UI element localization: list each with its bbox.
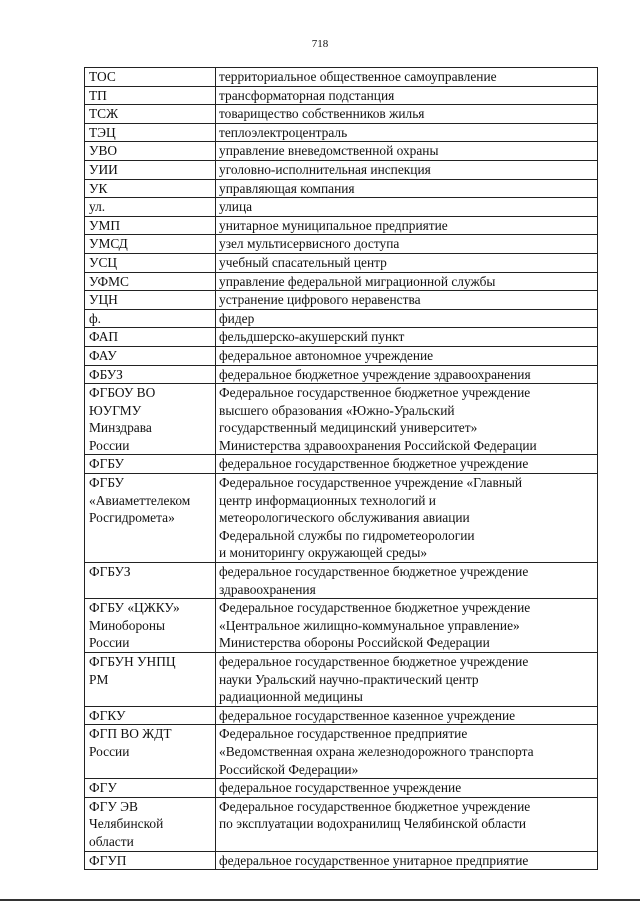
definition-text: по эксплуатации водохранилищ Челябинской области [219,816,527,832]
definition-text: и мониторингу окружающей среды» [219,545,428,561]
definition-text: федеральное государственное учреждение [219,780,462,796]
abbreviation-cell [85,105,216,124]
abbreviation-text: ФГУ ЭВ [89,798,138,814]
definition-cell [216,706,598,725]
definition-text: высшего образования «Южно-Уральский [219,402,455,418]
definition-text: унитарное муниципальное предприятие [219,217,448,233]
definition-cell [216,851,598,870]
definition-text: федеральное автономное учреждение [219,347,434,363]
abbreviation-text: ФГБОУ ВО [89,385,156,401]
page-number: 718 [311,38,329,50]
definition-cell [216,105,598,124]
abbreviation-cell [85,86,216,105]
abbreviation-text: ТСЖ [89,106,119,122]
definition-text: Федеральное государственное предприятие [219,726,468,742]
table-row [85,455,598,474]
definition-text: радиационной медицины [219,689,363,705]
abbreviation-text: УСЦ [89,254,118,270]
abbreviation-text: ТЭЦ [89,124,116,140]
abbreviation-cell [85,365,216,384]
definition-text: «Ведомственная охрана железнодорожного транспорта [219,743,534,759]
abbreviation-text: ФГБУ «ЦЖКУ» [89,600,180,616]
abbreviation-text: ЮУГМУ [89,402,142,418]
definition-text: уголовно-исполнительная инспекция [219,161,431,177]
definition-text: трансформаторная подстанция [219,87,395,103]
bottom-rule [0,899,640,901]
abbreviation-text: ТОС [89,69,116,84]
definition-text: здравоохранения [219,581,316,597]
table-row [85,216,598,235]
abbreviation-cell [85,272,216,291]
definition-cell [216,142,598,161]
definition-text: федеральное государственное бюджетное учреждение [219,564,529,580]
abbreviation-cell [85,706,216,725]
definition-text: федеральное государственное бюджетное учреждение [219,654,529,669]
definition-text: науки Уральский научно-практический центр [219,671,479,687]
abbreviation-text: ФГБУЗ [89,564,131,580]
definition-cell [216,328,598,347]
table-row [85,653,598,707]
definition-cell [216,563,598,599]
table-row [85,599,598,653]
definition-text: фельдшерско-акушерский пункт [219,329,405,345]
abbreviation-cell [85,384,216,455]
definition-text: Российской Федерации» [219,761,359,777]
definition-text: федеральное государственное казенное учреждение [219,707,516,723]
abbreviation-text: Челябинской [89,816,164,832]
abbreviation-text: Минобороны [89,617,165,633]
abbreviation-text: ФГУП [89,852,127,868]
table-row [85,179,598,198]
definition-text: устранение цифрового неравенства [219,292,421,308]
abbreviation-cell [85,309,216,328]
definition-cell [216,291,598,310]
definition-cell [216,253,598,272]
definition-cell [216,653,598,707]
abbreviation-cell [85,142,216,161]
abbreviation-cell [85,474,216,563]
abbreviation-cell [85,291,216,310]
definition-text: улица [219,199,253,215]
abbreviation-text: ул. [89,199,106,215]
table-row [85,797,598,851]
abbreviation-text: УВО [89,143,118,159]
definition-cell [216,346,598,365]
abbreviation-text: России [89,635,130,651]
table-row [85,563,598,599]
definition-text: фидер [219,310,255,326]
abbreviation-text: Минздрава [89,420,152,436]
abbreviation-text: УМП [89,217,121,233]
definition-cell [216,384,598,455]
abbreviation-text: УК [89,180,108,196]
abbreviation-cell [85,779,216,798]
definition-text: федеральное государственное унитарное предприятие [219,852,529,868]
definition-cell [216,365,598,384]
abbreviation-cell [85,235,216,254]
abbreviation-cell [85,455,216,474]
definition-cell [216,725,598,779]
definition-text: центр информационных технологий и [219,492,436,508]
definition-text: товарищество собственников жилья [219,106,425,122]
definition-cell [216,272,598,291]
definition-cell [216,779,598,798]
definition-text: метеорологического обслуживания авиации [219,510,470,526]
abbreviation-text: УИИ [89,161,118,177]
abbreviations-table [84,67,598,870]
definition-text: федеральное государственное бюджетное учреждение [219,456,529,472]
table-row [85,198,598,217]
abbreviation-text: ФАУ [89,347,117,363]
abbreviation-text: ФГП ВО ЖДТ [89,726,172,742]
table-row [85,706,598,725]
definition-text: «Центральное жилищно-коммунальное управление» [219,617,520,633]
definition-cell [216,179,598,198]
definition-text: территориальное общественное самоуправление [219,69,497,84]
abbreviation-text: ф. [89,310,102,326]
abbreviation-text: ФГБУ [89,475,125,491]
definition-cell [216,309,598,328]
table-row [85,123,598,142]
definition-text: Федеральное государственное бюджетное учреждение [219,385,531,401]
abbreviation-cell [85,653,216,707]
abbreviation-text: УМСД [89,236,128,252]
definition-cell [216,86,598,105]
definition-cell [216,455,598,474]
table-row [85,160,598,179]
table-row [85,309,598,328]
abbreviation-text: ФГБУН УНПЦ [89,654,176,669]
definition-cell [216,216,598,235]
abbreviation-cell [85,725,216,779]
table-row [85,235,598,254]
table-row [85,779,598,798]
table-row [85,328,598,347]
table-row [85,86,598,105]
abbreviation-text: Росгидромета» [89,510,175,526]
definition-text: Федеральное государственное учреждение «Главный [219,475,523,491]
definition-text: Федеральное государственное бюджетное учреждение [219,798,531,814]
definition-text: учебный спасательный центр [219,254,387,270]
abbreviation-cell [85,160,216,179]
abbreviation-text: ФГБУ [89,456,125,472]
table-row [85,725,598,779]
table-row [85,851,598,870]
table-row [85,253,598,272]
definition-text: Министерства обороны Российской Федерации [219,635,490,651]
table-row [85,365,598,384]
table-row [85,291,598,310]
abbreviation-text: УЦН [89,292,118,308]
abbreviation-cell [85,179,216,198]
definition-text: теплоэлектроцентраль [219,124,348,140]
abbreviation-cell [85,563,216,599]
definition-cell [216,68,598,87]
abbreviation-cell [85,198,216,217]
definition-text: Федеральное государственное бюджетное учреждение [219,600,531,616]
abbreviation-cell [85,216,216,235]
table-row [85,346,598,365]
table-row [85,272,598,291]
abbreviation-text: ФГКУ [89,707,126,723]
abbreviation-cell [85,123,216,142]
abbreviation-text: области [89,833,134,849]
definition-cell [216,123,598,142]
abbreviation-text: России [89,437,130,453]
definition-text: управляющая компания [219,180,355,196]
abbreviation-cell [85,68,216,87]
table-row [85,474,598,563]
abbreviation-text: РМ [89,671,109,687]
abbreviation-cell [85,797,216,851]
definition-cell [216,198,598,217]
abbreviations-table-body [85,68,598,870]
abbreviation-cell [85,346,216,365]
abbreviation-text: «Авиаметтелеком [89,492,191,508]
abbreviation-text: России [89,743,130,759]
definition-text: федеральное бюджетное учреждение здравоохранения [219,366,531,382]
definition-cell [216,599,598,653]
definition-text: узел мультисервисного доступа [219,236,400,252]
abbreviation-text: ФГУ [89,780,117,796]
abbreviation-text: ТП [89,87,107,103]
definition-text: Федеральной службы по гидрометеорологии [219,527,475,543]
abbreviation-text: УФМС [89,273,129,289]
abbreviation-text: ФБУЗ [89,366,123,382]
definition-cell [216,235,598,254]
abbreviation-cell [85,253,216,272]
definition-cell [216,797,598,851]
table-row [85,68,598,87]
abbreviation-cell [85,328,216,347]
definition-cell [216,160,598,179]
definition-cell [216,474,598,563]
table-row [85,384,598,455]
table-row [85,142,598,161]
definition-text: управление вневедомственной охраны [219,143,439,159]
abbreviation-text: ФАП [89,329,119,345]
abbreviation-cell [85,599,216,653]
abbreviation-cell [85,851,216,870]
table-row [85,105,598,124]
definition-text: управление федеральной миграционной службы [219,273,496,289]
definition-text: государственный медицинский университет» [219,420,478,436]
definition-text: Министерства здравоохранения Российской Федерации [219,437,537,453]
